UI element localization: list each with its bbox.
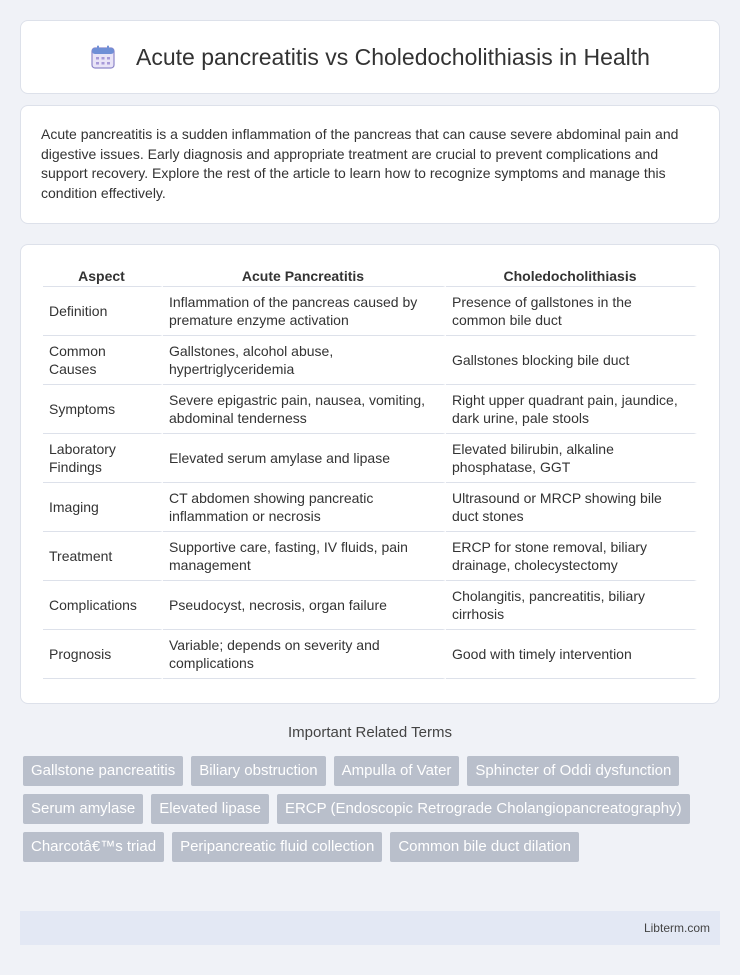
related-terms-list (23, 756, 713, 862)
cell-aspect: Common Causes (43, 336, 163, 385)
related-term-tag[interactable]: Peripancreatic fluid collection (172, 832, 382, 862)
cell-chole: Good with timely intervention (446, 630, 697, 679)
cell-chole: Cholangitis, pancreatitis, biliary cirrhosis (446, 581, 697, 630)
cell-aspect: Complications (43, 581, 163, 630)
footer (20, 911, 720, 945)
cell-aspect: Imaging (43, 483, 163, 532)
table-row (43, 336, 697, 385)
cell-chole: Ultrasound or MRCP showing bile duct stones (446, 483, 697, 532)
cell-aspect: Symptoms (43, 385, 163, 434)
related-term-tag[interactable]: Biliary obstruction (191, 756, 325, 786)
related-term-tag[interactable]: Ampulla of Vater (334, 756, 460, 786)
header-aspect: Aspect (43, 265, 163, 287)
cell-chole: Gallstones blocking bile duct (446, 336, 697, 385)
table-row (43, 483, 697, 532)
cell-acute: Severe epigastric pain, nausea, vomiting, abdominal tenderness (163, 385, 446, 434)
page-title: Acute pancreatitis vs Choledocholithiasis in Health (136, 43, 650, 70)
related-term-tag[interactable]: ERCP (Endoscopic Retrograde Cholangiopancreatography) (277, 794, 690, 824)
table-header-row (43, 265, 697, 287)
cell-acute: Supportive care, fasting, IV fluids, pain management (163, 532, 446, 581)
cell-aspect: Treatment (43, 532, 163, 581)
cell-aspect: Laboratory Findings (43, 434, 163, 483)
cell-acute: Pseudocyst, necrosis, organ failure (163, 581, 446, 630)
cell-acute: Gallstones, alcohol abuse, hypertriglyceridemia (163, 336, 446, 385)
cell-acute: Elevated serum amylase and lipase (163, 434, 446, 483)
cell-aspect: Definition (43, 287, 163, 336)
intro-text: Acute pancreatitis is a sudden inflammation of the pancreas that can cause severe abdominal pain and digestive issues. Early diagnosis and appropriate treatment are crucial to prevent complications and support recovery. Explore the rest of the article to learn how to recognize symptoms and manage this condition effectively. (41, 126, 679, 201)
related-term-tag[interactable]: Charcotâ€™s triad (23, 832, 164, 862)
related-term-tag[interactable]: Serum amylase (23, 794, 143, 824)
header-card (20, 20, 720, 94)
related-term-tag[interactable]: Sphincter of Oddi dysfunction (467, 756, 679, 786)
comparison-card (20, 244, 720, 704)
calendar-icon (90, 44, 116, 70)
cell-chole: ERCP for stone removal, biliary drainage, cholecystectomy (446, 532, 697, 581)
comparison-table (43, 265, 697, 679)
intro-card (20, 105, 720, 224)
cell-chole: Presence of gallstones in the common bile duct (446, 287, 697, 336)
table-row (43, 287, 697, 336)
cell-acute: Variable; depends on severity and complications (163, 630, 446, 679)
related-terms-title: Important Related Terms (288, 724, 452, 741)
cell-chole: Right upper quadrant pain, jaundice, dark urine, pale stools (446, 385, 697, 434)
table-row (43, 630, 697, 679)
cell-acute: CT abdomen showing pancreatic inflammation or necrosis (163, 483, 446, 532)
table-row (43, 385, 697, 434)
header-acute-pancreatitis: Acute Pancreatitis (163, 265, 446, 287)
related-term-tag[interactable]: Elevated lipase (151, 794, 269, 824)
footer-site-link[interactable]: Libterm.com (643, 921, 710, 935)
cell-acute: Inflammation of the pancreas caused by premature enzyme activation (163, 287, 446, 336)
cell-chole: Elevated bilirubin, alkaline phosphatase, GGT (446, 434, 697, 483)
related-term-tag[interactable]: Gallstone pancreatitis (23, 756, 183, 786)
table-row (43, 581, 697, 630)
table-row (43, 532, 697, 581)
table-row (43, 434, 697, 483)
header-choledocholithiasis: Choledocholithiasis (446, 265, 697, 287)
cell-aspect: Prognosis (43, 630, 163, 679)
related-term-tag[interactable]: Common bile duct dilation (390, 832, 579, 862)
